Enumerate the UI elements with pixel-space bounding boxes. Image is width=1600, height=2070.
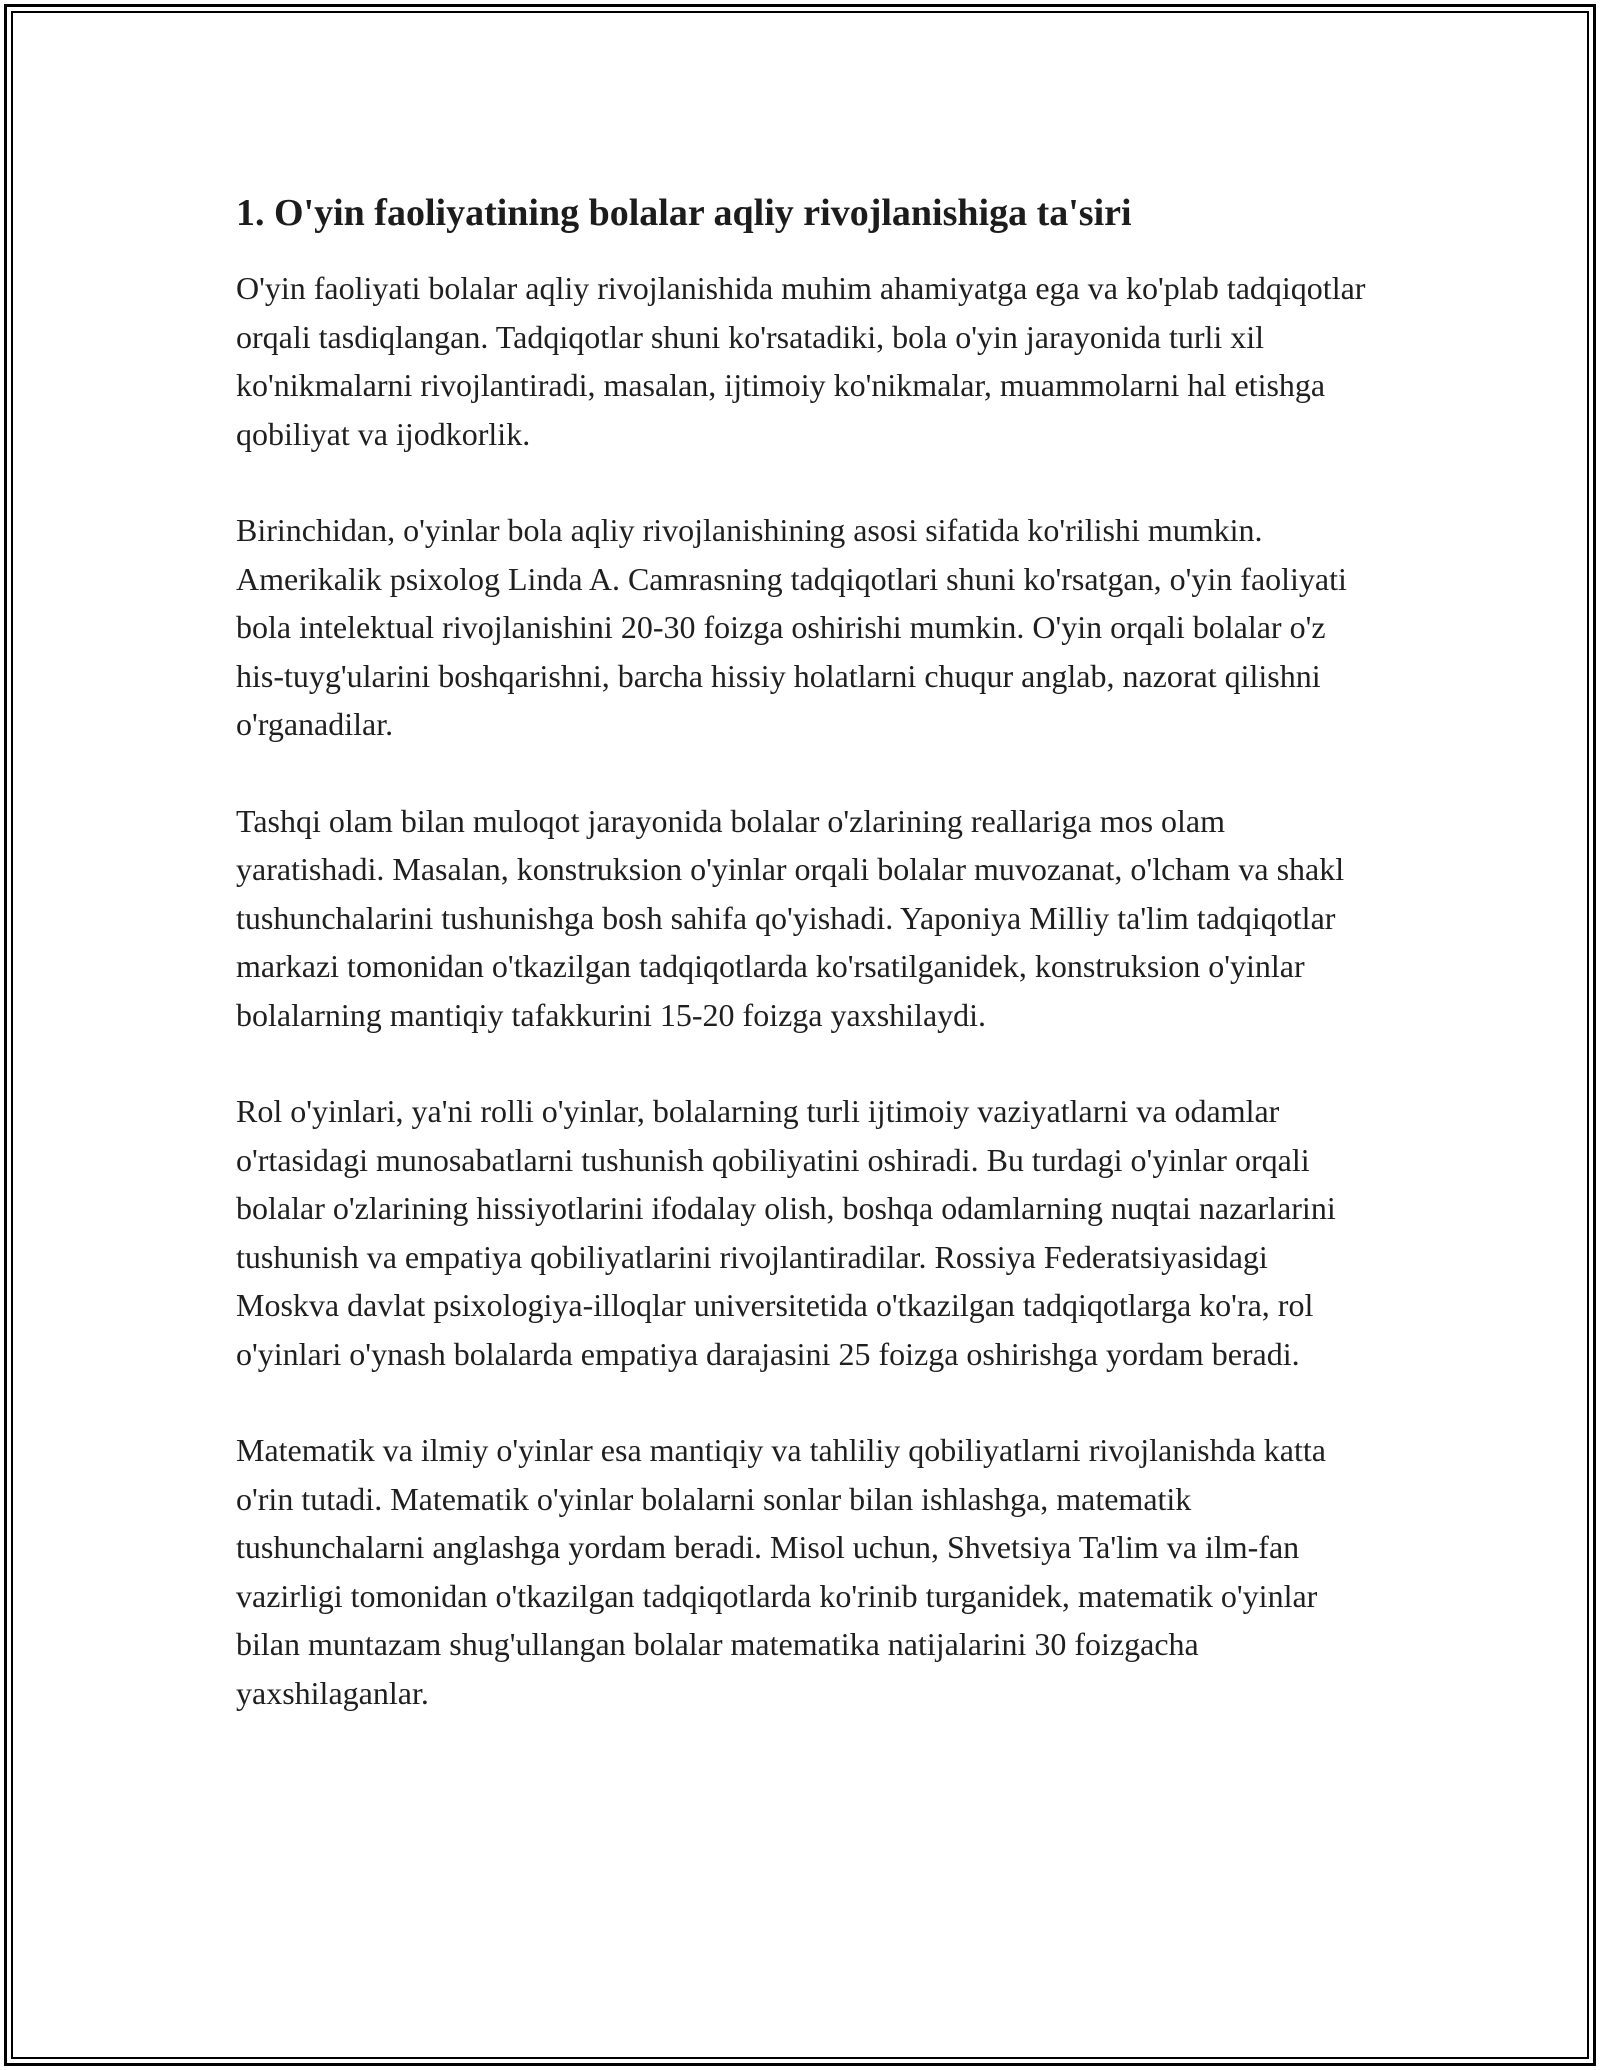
paragraph-5: Matematik va ilmiy o'yinlar esa mantiqiy va tahliliy qobiliyatlarni rivojlanishda katta o'rin tutadi. Matematik o'yinlar bolalarni sonlar bilan ishlashga, matematik tushunchalarni anglashga yordam beradi. Misol uchun, Shvetsiya Ta'lim va ilm-fan vazirligi tomonidan o'tkazilgan tadqiqotlarda ko'rinib turganidek, matematik o'yinlar bilan muntazam shug'ullangan bolalar matematika natijalarini 30 foizgacha yaxshilaganlar. bbox=[236, 1432, 1326, 1711]
paragraph-1: O'yin faoliyati bolalar aqliy rivojlanishida muhim ahamiyatga ega va ko'plab tadqiqotlar orqali tasdiqlangan. Tadqiqotlar shuni ko'rsatadiki, bola o'yin jarayonida turli xil ko'nikmalarni rivojlantiradi, masalan, ijtimoiy ko'nikmalar, muammolarni hal etishga qobiliyat va ijodkorlik. bbox=[236, 270, 1366, 452]
paragraph-4: Rol o'yinlari, ya'ni rolli o'yinlar, bolalarning turli ijtimoiy vaziyatlarni va odamlar o'rtasidagi munosabatlarni tushunish qobiliyatini oshiradi. Bu turdagi o'yinlar orqali bolalar o'zlarining hissiyotlarini ifodalay olish, boshqa odamlarning nuqtai nazarlarini tushunish va empatiya qobiliyatlarini rivojlantiradilar. Rossiya Federatsiyasidagi Moskva davlat psixologiya-illoqlar universitetida o'tkazilgan tadqiqotlarga ko'ra, rol o'yinlari o'ynash bolalarda empatiya darajasini 25 foizga oshirishga yordam beradi. bbox=[236, 1093, 1336, 1372]
document-body bbox=[236, 188, 1376, 1765]
paragraph-3: Tashqi olam bilan muloqot jarayonida bolalar o'zlarining reallariga mos olam yaratishadi. Masalan, konstruksion o'yinlar orqali bolalar muvozanat, o'lcham va shakl tushunchalarini tushunishga bosh sahifa qo'yishadi. Yaponiya Milliy ta'lim tadqiqotlar markazi tomonidan o'tkazilgan tadqiqotlarda ko'rsatilganidek, konstruksion o'yinlar bolalarning mantiqiy tafakkurini 15-20 foizga yaxshilaydi. bbox=[236, 802, 1345, 1033]
paragraph-2: Birinchidan, o'yinlar bola aqliy rivojlanishining asosi sifatida ko'rilishi mumkin. Amerikalik psixolog Linda A. Camrasning tadqiqotlari shuni ko'rsatgan, o'yin faoliyati bola intelektual rivojlanishini 20-30 foizga oshirishi mumkin. O'yin orqali bolalar o'z his-tuyg'ularini boshqarishni, barcha hissiy holatlarni chuqur anglab, nazorat qilishni o'rganadilar. bbox=[236, 512, 1347, 742]
section-heading: 1. O'yin faoliyatining bolalar aqliy rivojlanishiga ta'siri bbox=[236, 192, 1132, 234]
